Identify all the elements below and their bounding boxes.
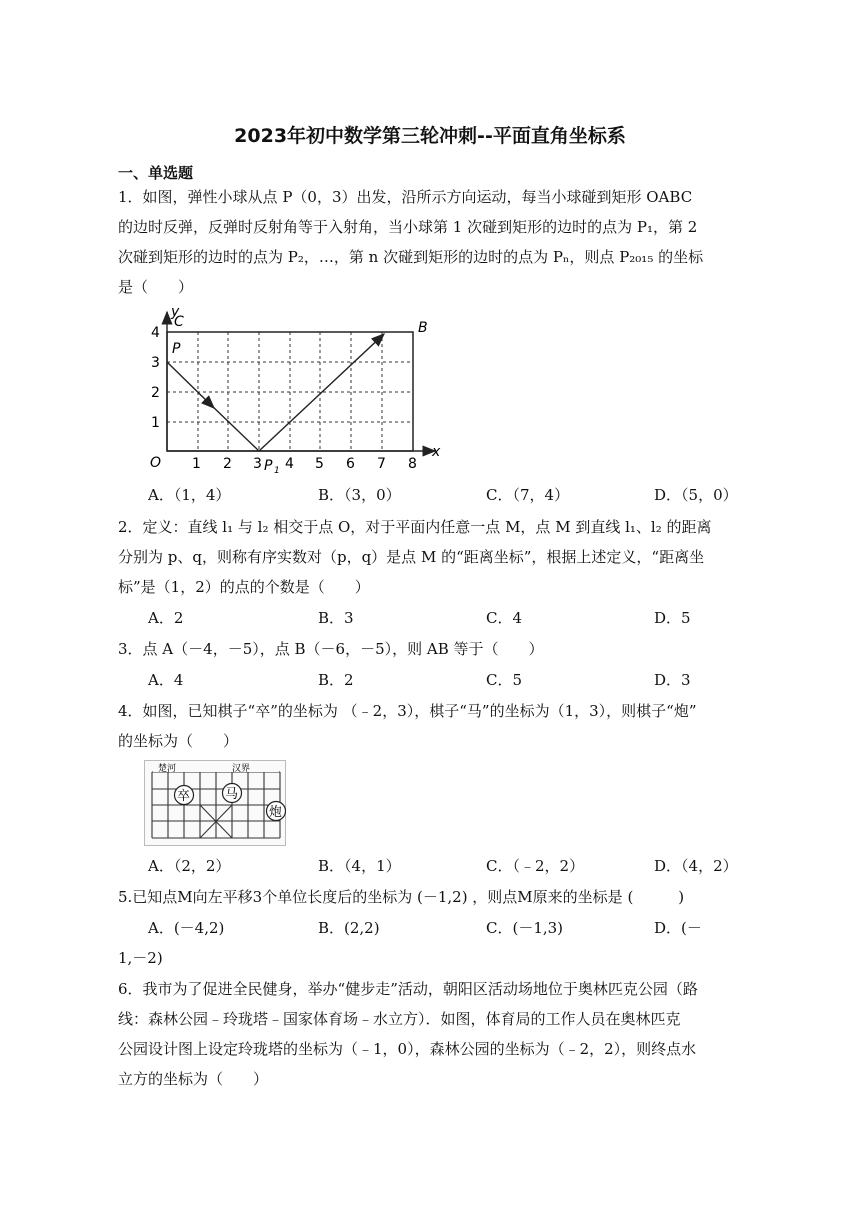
q1-option-a[interactable]: A．（1，4） <box>148 486 231 504</box>
q1-figure <box>140 304 450 476</box>
q1-point-b-label: B <box>418 320 428 336</box>
q3-option-d[interactable]: D．3 <box>654 671 691 689</box>
q6-line-1: 6．我市为了促进全民健身，举办“健步走”活动，朝阳区活动场地位于奥林匹克公园（路 <box>118 980 698 998</box>
q4-line-2: 的坐标为（ ） <box>118 732 239 750</box>
q1-point-p-label: P <box>172 341 181 357</box>
q1-option-c[interactable]: C．（7，4） <box>486 486 570 504</box>
q4-option-a[interactable]: A．（2，2） <box>148 857 231 875</box>
q1-point-p1-label: P <box>264 458 273 474</box>
q6-line-4: 立方的坐标为（ ） <box>118 1070 269 1088</box>
q5-option-d-wrap: 1,－2) <box>118 949 163 967</box>
q5-option-c[interactable]: C．(－1,3) <box>486 919 564 937</box>
q1-x-tick: 6 <box>346 456 355 472</box>
q5-line-1: 5.已知点M向左平移3个单位长度后的坐标为 (－1,2) ，则点M原来的坐标是 ( ) <box>118 888 685 906</box>
q4-piece-pao-label: 炮 <box>269 805 283 820</box>
q1-line-3: 次碰到矩形的边时的点为 P₂，…，第 n 次碰到矩形的边时的点为 Pₙ，则点 P₂₀₁₅ 的坐标 <box>118 248 704 266</box>
q1-option-b[interactable]: B．（3，0） <box>318 486 401 504</box>
q1-x-tick: 7 <box>377 456 386 472</box>
q4-river-label-right: 汉界 <box>232 764 251 774</box>
q1-path-arrow-1 <box>167 362 214 408</box>
q2-line-1: 2．定义：直线 l₁ 与 l₂ 相交于点 O，对于平面内任意一点 M，点 M 到直线 l₁、l₂ 的距离 <box>118 518 712 536</box>
q1-line-1: 1．如图，弹性小球从点 P（0，3）出发，沿所示方向运动，每当小球碰到矩形 OABC <box>118 188 693 206</box>
q4-line-1: 4．如图，已知棋子“卒”的坐标为 （﹣2，3），棋子“马”的坐标为（1，3），则棋子“炮” <box>118 702 697 720</box>
q6-line-2: 线：森林公园﹣玲珑塔﹣国家体育场﹣水立方）．如图，体育局的工作人员在奥林匹克 <box>118 1010 681 1028</box>
q3-option-a[interactable]: A．4 <box>148 671 184 689</box>
q2-line-3: 标”是（1，2）的点的个数是（ ） <box>118 578 370 596</box>
q1-line-2: 的边时反弹，反弹时反射角等于入射角，当小球第 1 次碰到矩形的边时的点为 P₁，第 2 <box>118 218 698 236</box>
q1-x-tick: 1 <box>192 456 201 472</box>
q5-option-d[interactable]: D．(－ <box>654 919 702 937</box>
q5-option-b[interactable]: B．(2,2) <box>318 919 380 937</box>
page-title: 2023年初中数学第三轮冲刺--平面直角坐标系 <box>234 125 626 147</box>
q4-option-b[interactable]: B．（4，1） <box>318 857 401 875</box>
q1-x-tick: 8 <box>408 456 417 472</box>
q1-path-segment-1 <box>210 404 259 451</box>
q6-line-3: 公园设计图上设定玲珑塔的坐标为（﹣1，0），森林公园的坐标为（﹣2，2），则终点水 <box>118 1040 697 1058</box>
q2-option-d[interactable]: D．5 <box>654 609 691 627</box>
q2-option-c[interactable]: C．4 <box>486 609 523 627</box>
q1-y-tick: 2 <box>151 385 160 401</box>
q2-option-b[interactable]: B．3 <box>318 609 354 627</box>
q4-option-c[interactable]: C．（﹣2，2） <box>486 857 585 875</box>
q4-option-d[interactable]: D．（4，2） <box>654 857 738 875</box>
q3-option-b[interactable]: B．2 <box>318 671 354 689</box>
q1-x-tick: 5 <box>315 456 324 472</box>
q1-y-tick: 3 <box>151 355 160 371</box>
q3-line-1: 3．点 A（－4，－5），点 B（－6，－5），则 AB 等于（ ） <box>118 640 544 658</box>
q4-river-label-left: 楚河 <box>158 764 177 774</box>
q1-x-tick: 4 <box>285 456 294 472</box>
q1-point-c-label: C <box>174 314 184 330</box>
q1-x-tick: 3 <box>253 456 262 472</box>
q1-option-d[interactable]: D．（5，0） <box>654 486 738 504</box>
q1-x-tick: 2 <box>223 456 232 472</box>
q2-line-2: 分别为 p、q，则称有序实数对（p，q）是点 M 的“距离坐标”，根据上述定义，“距离坐 <box>118 548 705 566</box>
q1-y-tick: 1 <box>151 415 160 431</box>
q1-point-p1-subscript: 1 <box>274 466 280 476</box>
section-heading: 一、单选题 <box>118 164 194 182</box>
q1-y-tick: 4 <box>151 325 160 341</box>
q1-grid <box>167 332 413 451</box>
q4-piece-zu-label: 卒 <box>177 789 191 804</box>
q1-line-4: 是（ ） <box>118 278 194 296</box>
q5-option-a[interactable]: A．(－4,2) <box>148 919 225 937</box>
q1-y-axis-label: y <box>171 304 180 320</box>
q2-option-a[interactable]: A．2 <box>148 609 184 627</box>
q1-x-axis-label: x <box>432 444 441 460</box>
q1-origin-label: O <box>150 455 162 471</box>
q4-piece-ma-label: 马 <box>225 787 239 802</box>
q4-chess-board <box>144 760 286 846</box>
q3-option-c[interactable]: C．5 <box>486 671 523 689</box>
